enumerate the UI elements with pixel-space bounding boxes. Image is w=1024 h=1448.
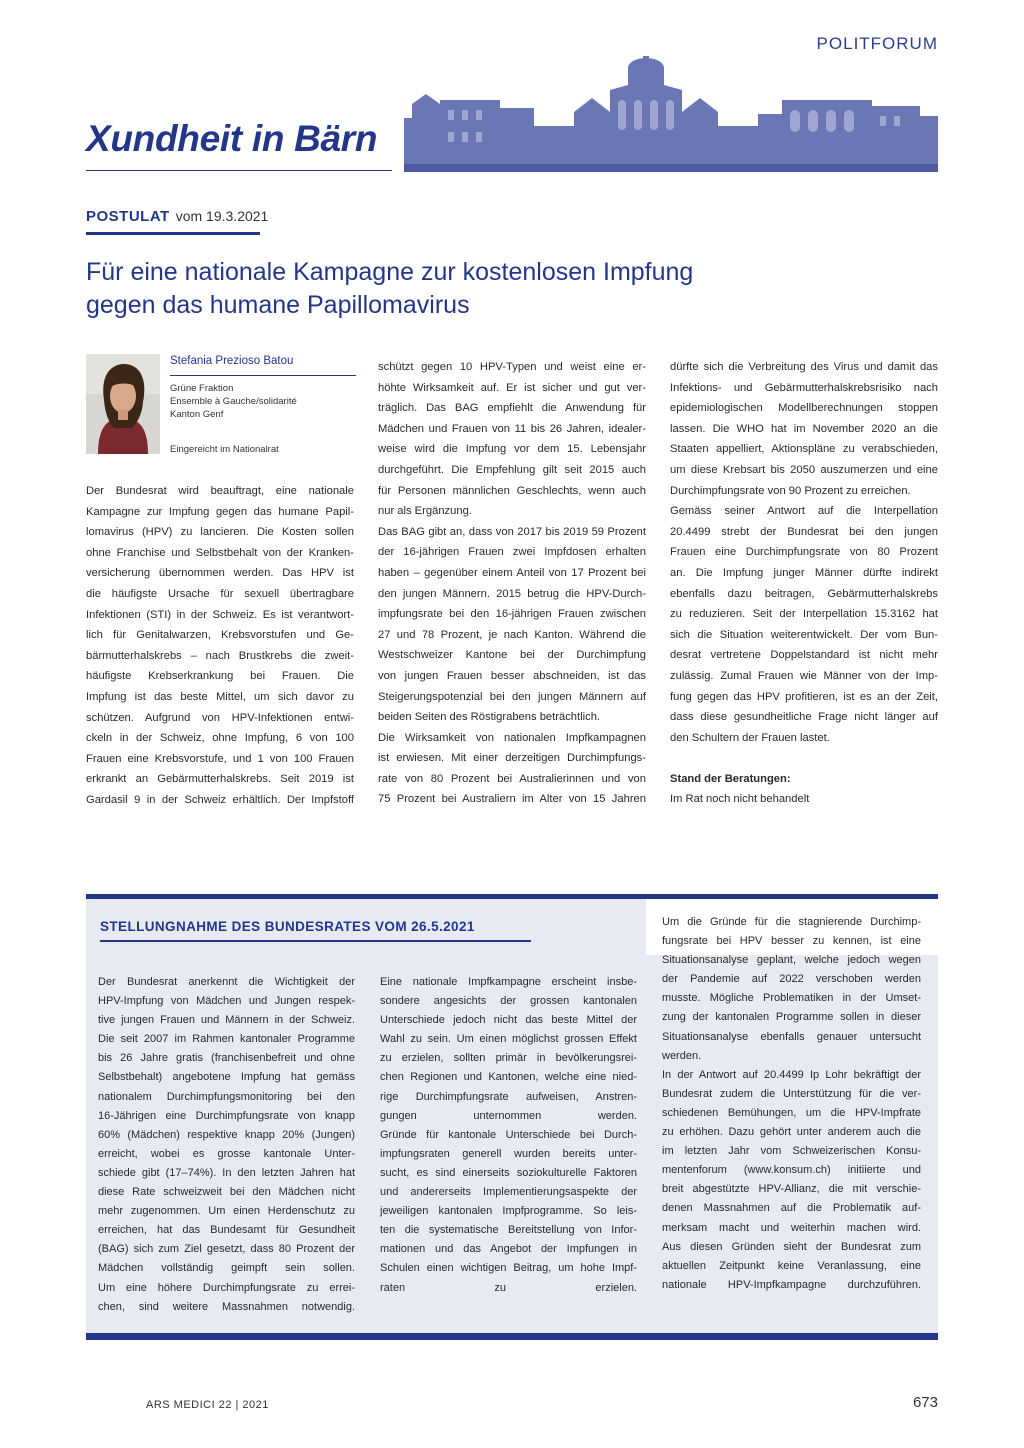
text-line: Steigerungspotenzial bei den jungen Männern auf: [378, 690, 646, 703]
article-column-2: [378, 357, 646, 810]
text-line: lomavirus (HPV) zu lancieren. Die Kosten sollen: [86, 526, 354, 539]
text-line: Situationsanalyse ebenfalls genauer untersucht: [662, 1030, 921, 1043]
text-line: lassen. Die WHO hat im November 2020 an die: [670, 422, 938, 435]
text-line: die häufigste Ursache für sexuell übertragbare: [86, 587, 354, 600]
statement-title: STELLUNGNAHME DES BUNDESRATES VOM 26.5.2021: [100, 919, 475, 934]
text-line: Durchimpfungsrate von 90 Prozent zu erreichen.: [670, 484, 911, 497]
article-column-1: [86, 481, 354, 811]
text-line: Bundesrat zudem die Unterstützung für die ver-: [662, 1087, 921, 1100]
text-line: Frauen eine Krebsvorstufe, und 1 von 100 Frauen: [86, 752, 354, 765]
masthead-rule: [86, 170, 392, 171]
kicker: [86, 208, 268, 225]
text-line: Mädchen und Frauen von 11 bis 26 Jahren, idealer-: [378, 422, 646, 435]
text-line: beiden Seiten des Röstigrabens beträchtlich.: [378, 711, 601, 724]
text-line: tive jungen Frauen und Männern in der Schweiz.: [98, 1014, 355, 1027]
text-line: Um eine höhere Durchimpfungsrate zu errei-: [98, 1281, 355, 1294]
text-line: Schulen einen wichtigen Beitrag, um hohe Impf-: [380, 1262, 637, 1275]
text-line: Der Bundesrat wird beauftragt, eine nationale: [86, 485, 354, 497]
text-line: denen Massnahmen auf die Problematik auf-: [662, 1202, 921, 1215]
text-line: 27 und 78 Prozent, je nach Kanton. Während die: [378, 628, 646, 641]
text-line: Aus diesen Gründen sieht der Bundesrat zum: [662, 1240, 921, 1253]
text-line: Situationsanalyse geplant, welche jedoch wegen: [662, 954, 921, 967]
author-rule: [170, 375, 356, 376]
text-line: 75 Prozent bei Australiern im Alter von 15 Jahren: [378, 793, 646, 806]
text-line: Eine nationale Impfkampagne erscheint insbe-: [380, 976, 637, 988]
text-line: nur als Ergänzung.: [378, 505, 472, 518]
text-line: der 16-jährigen Frauen zwei Impfdosen erhalten: [378, 546, 646, 559]
text-line: zu erhöhen. Dazu gehört unter anderem auch die: [662, 1126, 921, 1139]
text-line: impfungsraten generell wurden bereits unter-: [380, 1147, 637, 1160]
kicker-date: vom 19.3.2021: [175, 208, 269, 224]
text-line: aktuellen Zeitpunkt keine Veranlassung, eine: [662, 1259, 921, 1272]
text-line: (BAG) sich zum Ziel gesetzt, dass 80 Prozent der: [98, 1243, 355, 1256]
text-line: bis 26 Jahre gratis (franchisenbefreit und ohne: [98, 1052, 355, 1065]
text-line: rate von 80 Prozent bei Australierinnen und von: [378, 772, 646, 785]
text-line: Selbstbehalt) angebotene Impfung hat gemäss: [98, 1071, 355, 1084]
text-line: Gardasil 9 in der Schweiz erhältlich. Der Impfstoff: [86, 793, 354, 806]
affiliation-line: Kanton Genf: [170, 409, 224, 420]
text-line: mationen und das Angebot der Impfungen in: [380, 1243, 637, 1256]
text-line: dürfte sich die Verbreitung des Virus und damit das: [670, 361, 938, 373]
affiliation-line: Grüne Fraktion: [170, 383, 234, 394]
text-line: Das BAG gibt an, dass von 2017 bis 2019 59 Prozent: [378, 525, 646, 538]
statement-column-3: [662, 913, 921, 1295]
text-line: Unterschiede jedoch nicht das beste Mittel der: [380, 1014, 637, 1027]
headline-line: Für eine nationale Kampagne zur kostenlosen Impfung: [86, 258, 694, 286]
author-portrait: [86, 354, 160, 454]
text-line: zung der kantonalen Programme sollen in dieser: [662, 1011, 921, 1024]
text-line: erreichen, hat das Bundesamt für Gesundheit: [98, 1224, 355, 1237]
text-line: höhte Wirksamkeit auf. Er ist sicher und gut ver-: [378, 381, 646, 394]
text-line: haben – gegenüber einem Anteil von 17 Prozent bei: [378, 566, 646, 579]
text-line: bärmutterhalskrebs – nach Brustkrebs die zweit-: [86, 649, 354, 662]
headline-line: gegen das humane Papillomavirus: [86, 291, 470, 319]
text-line: 60% (Mädchen) respektive knapp 20% (Jungen): [98, 1128, 355, 1141]
text-line: erkrankt an Gebärmutterhalskrebs. Seit 2019 ist: [86, 773, 354, 786]
text-line: sich die Situation weiterentwickelt. Der vom Bun-: [670, 628, 938, 641]
statement-title-rule: [100, 940, 531, 942]
submitted-in: Eingereicht im Nationalrat: [170, 444, 279, 455]
text-line: desrat vertretene Doppelstandard ist nicht mehr: [670, 649, 938, 662]
text-line: den jungen Männern. 2015 betrug die HPV-Durch-: [378, 587, 646, 600]
text-line: schiede gibt (17–74%). In den letzten Jahren hat: [98, 1166, 355, 1179]
text-line: Kampagne zur Impfung gegen das humane Papil-: [86, 505, 354, 518]
text-line: impfungsrate bei den 16-jährigen Frauen zwischen: [378, 608, 646, 621]
text-line: Impfung ist das beste Mittel, um sich davor zu: [86, 690, 354, 703]
text-line: chen Regionen und Kantonen, welche eine nied-: [380, 1071, 637, 1084]
text-line: chen, sind weitere Massnahmen notwendig.: [98, 1300, 355, 1313]
text-line: mentenforum (www.konsum.ch) initiierte und: [662, 1164, 921, 1177]
text-line: ebenfalls dazu beitragen, Gebärmutterhalskrebs: [670, 587, 938, 600]
text-line: zu erzielen, sollten primär in bevölkerungsrei-: [380, 1052, 637, 1065]
text-line: Gemäss seiner Antwort auf die Interpellation: [670, 505, 938, 518]
text-line: HPV-Impfung von Mädchen und Jungen respek-: [98, 995, 355, 1008]
kicker-type: POSTULAT: [86, 208, 170, 225]
text-line: gungen unternommen werden.: [380, 1109, 637, 1122]
text-line: träglich. Das BAG empfiehlt die Anwendung für: [378, 402, 646, 415]
text-line: versicherung übernommen werden. Das HPV ist: [86, 567, 354, 580]
text-line: fungsrate bei HPV besser zu kennen, ist eine: [662, 935, 921, 948]
text-line: zu reduzieren. Seit der Interpellation 15.3162 hat: [670, 608, 938, 621]
text-line: um diese Krebsart bis 2050 auszumerzen und eine: [670, 463, 938, 476]
text-line: epidemiologischen Modellberechnungen stoppen: [670, 402, 938, 415]
text-line: fung gegen das HPV profitieren, ist es an der Zeit,: [670, 690, 938, 703]
status-value: Im Rat noch nicht behandelt: [670, 793, 810, 806]
section-label: POLITFORUM: [816, 34, 938, 53]
text-line: 20.4499 strebt der Bundesrat bei den jungen: [670, 525, 938, 538]
status-label: Stand der Beratungen:: [670, 772, 791, 785]
masthead-title: Xundheit in Bärn: [86, 118, 378, 159]
article-headline: [86, 256, 806, 322]
text-line: Gründe für kantonale Unterschiede bei Durch-: [380, 1128, 637, 1141]
author-name: Stefania Prezioso Batou: [170, 355, 294, 367]
text-line: der Pandemie auf 2022 verschoben werden: [662, 973, 921, 986]
text-line: an. Die Impfung junger Männer dürfte indirekt: [670, 566, 938, 579]
bern-skyline-illustration: [404, 56, 938, 172]
text-line: jeweiligen kantonalen Impfprogramme. So leis-: [380, 1205, 637, 1218]
text-line: mehr zugenommen. Um einen Herdenschutz zu: [98, 1205, 355, 1218]
text-line: lich für Genitalwarzen, Krebsvorstufen und Ge-: [86, 629, 354, 642]
text-line: häufigste Krebserkrankung bei Frauen. Die: [86, 670, 354, 683]
text-line: Infektions- und Gebärmutterhalskrebsrisiko nach: [670, 381, 938, 394]
article-column-3: [670, 357, 938, 810]
text-line: In der Antwort auf 20.4499 Ip Lohr bekräftigt der: [662, 1068, 921, 1081]
text-line: raten zu erzielen.: [380, 1281, 637, 1294]
text-line: Die seit 2007 im Rahmen kantonaler Programme: [98, 1033, 355, 1046]
text-line: ckeln in der Schweiz, ohne Impfung, 6 von 100: [86, 732, 354, 745]
text-line: Mädchen vollständig geimpft sein sollen.: [98, 1262, 355, 1275]
text-line: ist erwiesen. Mit einer derzeitigen Durchimpfungs-: [378, 752, 646, 765]
text-line: schützen. Aufgrund von HPV-Infektionen entwi-: [86, 711, 354, 724]
text-line: nationale HPV-Impfkampagne durchzuführen.: [662, 1278, 921, 1291]
text-line: ten die systematische Bereitstellung von Infor-: [380, 1224, 637, 1237]
text-line: sondere angesichts der grossen kantonalen: [380, 995, 637, 1008]
text-line: dass diese gesundheitliche Frage nicht länger auf: [670, 711, 938, 724]
text-line: Der Bundesrat anerkennt die Wichtigkeit der: [98, 976, 355, 988]
text-line: und andererseits Implementierungsaspekte der: [380, 1186, 637, 1199]
text-line: weise wird die Impfung vor dem 15. Lebensjahr: [378, 443, 646, 456]
text-line: schützt gegen 10 HPV-Typen und weist eine er-: [378, 361, 646, 373]
text-line: Frauen eine Durchimpfungsrate von 80 Prozent: [670, 546, 938, 559]
spacer-line: [670, 748, 938, 769]
text-line: von jungen Frauen besser abschneiden, ist das: [378, 669, 646, 682]
text-line: sucht, es sind einerseits soziokulturelle Faktoren: [380, 1166, 637, 1179]
text-line: 16-Jährigen eine Durchimpfungsrate von knapp: [98, 1109, 355, 1122]
text-line: erreicht, wobei es grosse kantonale Unter-: [98, 1147, 355, 1160]
text-line: zulässig. Zumal Frauen wie Männer von der Imp-: [670, 669, 938, 682]
text-line: Die Wirksamkeit von nationalen Impfkampagnen: [378, 731, 646, 744]
page-number: 673: [912, 1394, 938, 1411]
footer-journal: ARS MEDICI 22 | 2021: [146, 1399, 269, 1411]
text-line: durchgeführt. Die Empfehlung gilt seit 2015 auch: [378, 463, 646, 476]
text-line: breit abgestützte HPV-Allianz, die mit verschie-: [662, 1183, 921, 1196]
text-line: musste. Mögliche Problematiken in der Umset-: [662, 992, 921, 1005]
text-line: den Schultern der Frauen lastet.: [670, 731, 830, 744]
statement-box-bottom-rule: [86, 1333, 938, 1340]
statement-column-2: [380, 973, 637, 1298]
text-line: ohne Franchise und Selbstbehalt von der Kranken-: [86, 546, 354, 559]
text-line: schiedenen Bemühungen, um die HPV-Impfrate: [662, 1106, 921, 1119]
text-line: im letzten Jahr vom Schweizerischen Konsu-: [662, 1145, 921, 1158]
text-line: diese Rate schweizweit bei den Mädchen nicht: [98, 1186, 355, 1199]
text-line: rige Durchimpfungsrate aufweisen, Anstren-: [380, 1090, 637, 1103]
text-line: Infektionen (STI) in der Schweiz. Es ist verantwort-: [86, 608, 354, 621]
text-line: nationalem Durchimpfungsmonitoring bei den: [98, 1090, 355, 1103]
statement-column-1: [98, 973, 355, 1317]
text-line: Um die Gründe für die stagnierende Durchimp-: [662, 916, 921, 928]
text-line: werden.: [662, 1049, 702, 1062]
author-affiliation: [170, 382, 297, 421]
text-line: merksam macht und weiterhin machen wird.: [662, 1221, 921, 1234]
affiliation-line: Ensemble à Gauche/solidarité: [170, 396, 297, 407]
text-line: Staaten appelliert, Aktionspläne zu verabschieden,: [670, 443, 938, 456]
kicker-rule: [86, 232, 260, 235]
text-line: für Personen männlichen Geschlechts, wenn auch: [378, 484, 646, 497]
text-line: Wahl zu sein. Um einen möglichst grossen Effekt: [380, 1033, 637, 1046]
text-line: Westschweizer Kantone bei der Durchimpfung: [378, 649, 646, 662]
